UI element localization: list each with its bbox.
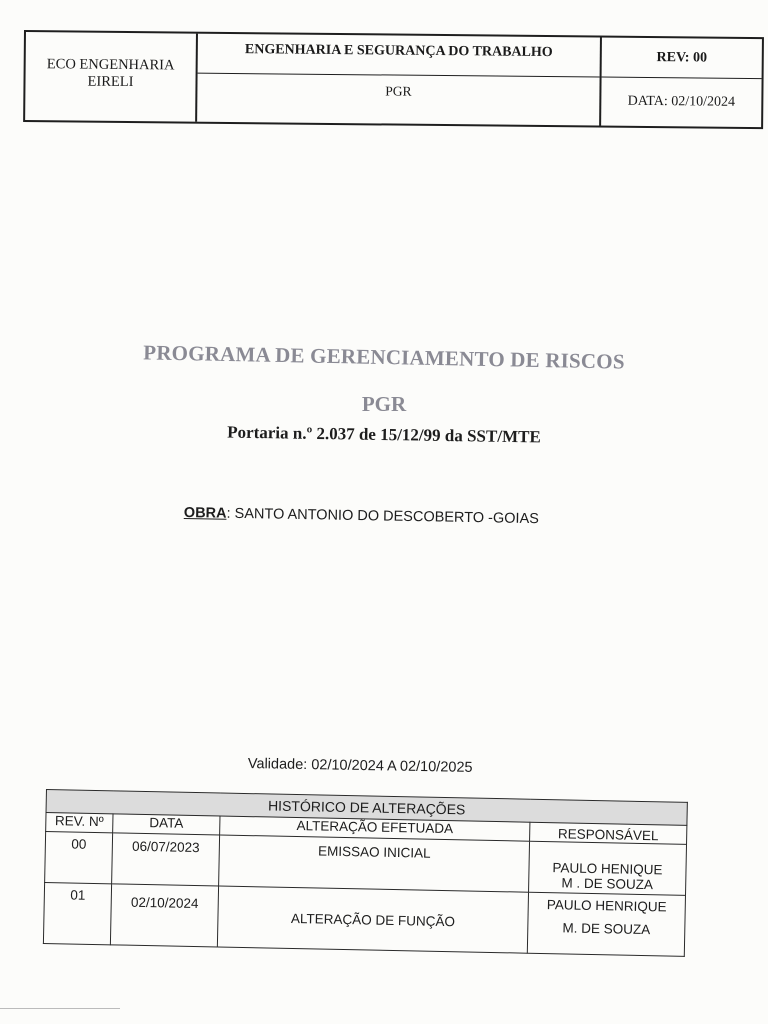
row-date: 02/10/2024 (110, 884, 218, 947)
row-rev: 01 (43, 882, 111, 944)
header-right (601, 38, 762, 128)
header-revision: REV: 00 (602, 38, 762, 80)
company-name-line1: ECO ENGENHARIA (46, 56, 175, 74)
responsible-line2: M. DE SOUZA (562, 920, 651, 938)
scan-edge-line (0, 1008, 120, 1009)
program-title: PROGRAMA DE GERENCIAMENTO DE RISCOS (143, 340, 625, 374)
row-change: ALTERAÇÃO DE FUNÇÃO (217, 886, 528, 953)
document-header (23, 30, 764, 129)
obra-line (184, 505, 539, 527)
header-title: ENGENHARIA E SEGURANÇA DO TRABALHO (198, 34, 600, 78)
column-header-change: ALTERAÇÃO EFETUADA (220, 816, 530, 841)
header-document-code: PGR (385, 83, 412, 99)
responsible-line1: PAULO HENRIQUE (546, 897, 667, 915)
header-middle (197, 34, 602, 126)
company-name-line2: EIRELI (87, 73, 134, 91)
header-date: DATA: 02/10/2024 (627, 93, 736, 110)
program-acronym: PGR (361, 392, 407, 416)
portaria-reference: Portaria n.º 2.037 de 15/12/99 da SST/MTE (227, 422, 541, 447)
row-responsible (529, 841, 687, 895)
obra-value: : SANTO ANTONIO DO DESCOBERTO -GOIAS (226, 505, 540, 528)
obra-label: OBRA (183, 505, 227, 522)
table-row (43, 882, 685, 956)
row-rev: 00 (45, 832, 113, 884)
row-change: EMISSAO INICIAL (219, 835, 530, 892)
column-header-date: DATA (113, 814, 220, 835)
history-title: HISTÓRICO DE ALTERAÇÕES (46, 790, 687, 826)
row-responsible (527, 892, 685, 956)
responsible-line2: M . DE SOUZA (561, 875, 654, 893)
column-header-responsible: RESPONSÁVEL (530, 822, 687, 844)
row-date: 06/07/2023 (112, 833, 220, 886)
responsible-line1: PAULO HENIQUE (552, 860, 663, 878)
revision-history-table (43, 789, 688, 957)
validity-period: Validade: 02/10/2024 A 02/10/2025 (247, 756, 473, 776)
company-name (25, 32, 198, 122)
column-header-rev: REV. Nº (46, 813, 113, 833)
